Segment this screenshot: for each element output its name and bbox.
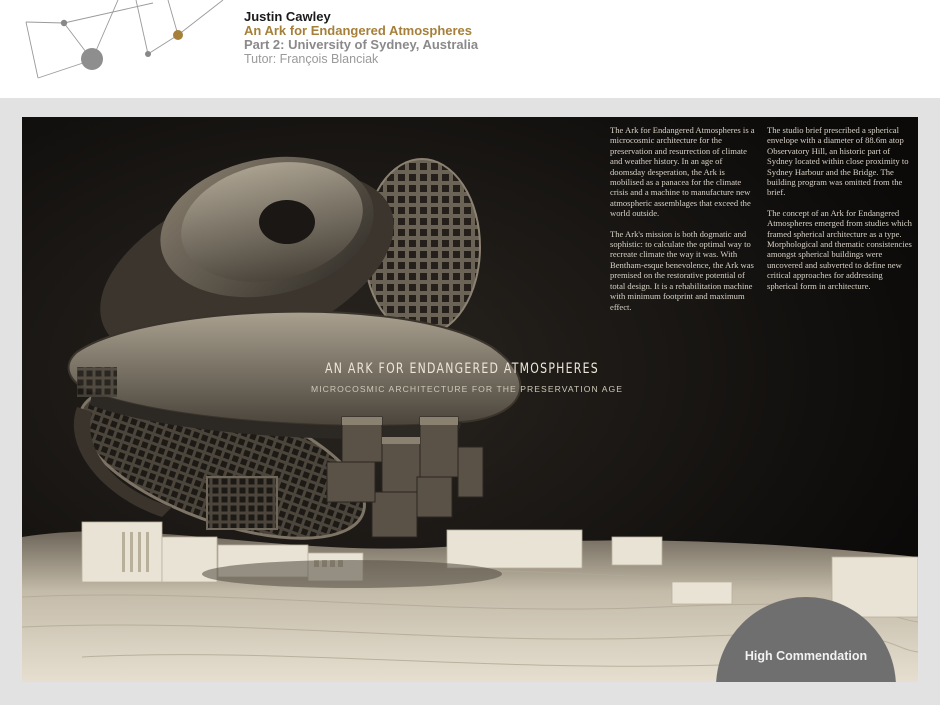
column-2-paragraph-1: The studio brief prescribed a spherical envelope with a diameter of 88.6m atop Observatory Hill, an historic part of Sydney located within close proximity to Sydney Harbour and the Bridge. The building program was omitted from the brief. <box>767 125 909 198</box>
column-2-paragraph-2: The concept of an Ark for Endangered Atmospheres emerged from studies which framed spherical architecture as a type. Morphological and thematic consistencies amongst spherical buildings were uncovered and subverted to define new critical approaches for addressing spherical form in architecture. <box>767 207 912 291</box>
award-badge-label: High Commendation <box>744 649 868 663</box>
project-title: An Ark for Endangered Atmospheres <box>244 23 473 38</box>
tutor-name: Tutor: François Blanciak <box>244 52 379 66</box>
plate-title: AN ARK FOR ENDANGERED ATMOSPHERES <box>325 361 599 377</box>
plate-subtitle: MICROCOSMIC ARCHITECTURE FOR THE PRESERVATION AGE <box>311 384 623 394</box>
network-logo-graphic <box>18 0 228 80</box>
text-column-1 <box>610 125 756 322</box>
project-part: Part 2: University of Sydney, Australia <box>244 37 479 52</box>
column-1-paragraph-2: The Ark's mission is both dogmatic and sophistic: to calculate the optimal way to recreate climate the way it was. With Bentham-esque benevolence, the Ark was premised on the restorative potential of total design. It is a rehabilitation machine with minimum footprint and maximum effect. <box>610 228 754 312</box>
author-name: Justin Cawley <box>244 9 331 24</box>
text-column-2 <box>767 125 913 301</box>
page-header <box>0 0 940 98</box>
column-1-paragraph-1: The Ark for Endangered Atmospheres is a microcosmic architecture for the preservation and resurrection of climate and weather history. In an age of doomsday desperation, the Ark is mobilised as a panacea for the climate crisis and a machine to manufacture new atmospheric assemblages that exceed the world outside. <box>610 125 755 219</box>
presentation-plate <box>22 117 918 682</box>
